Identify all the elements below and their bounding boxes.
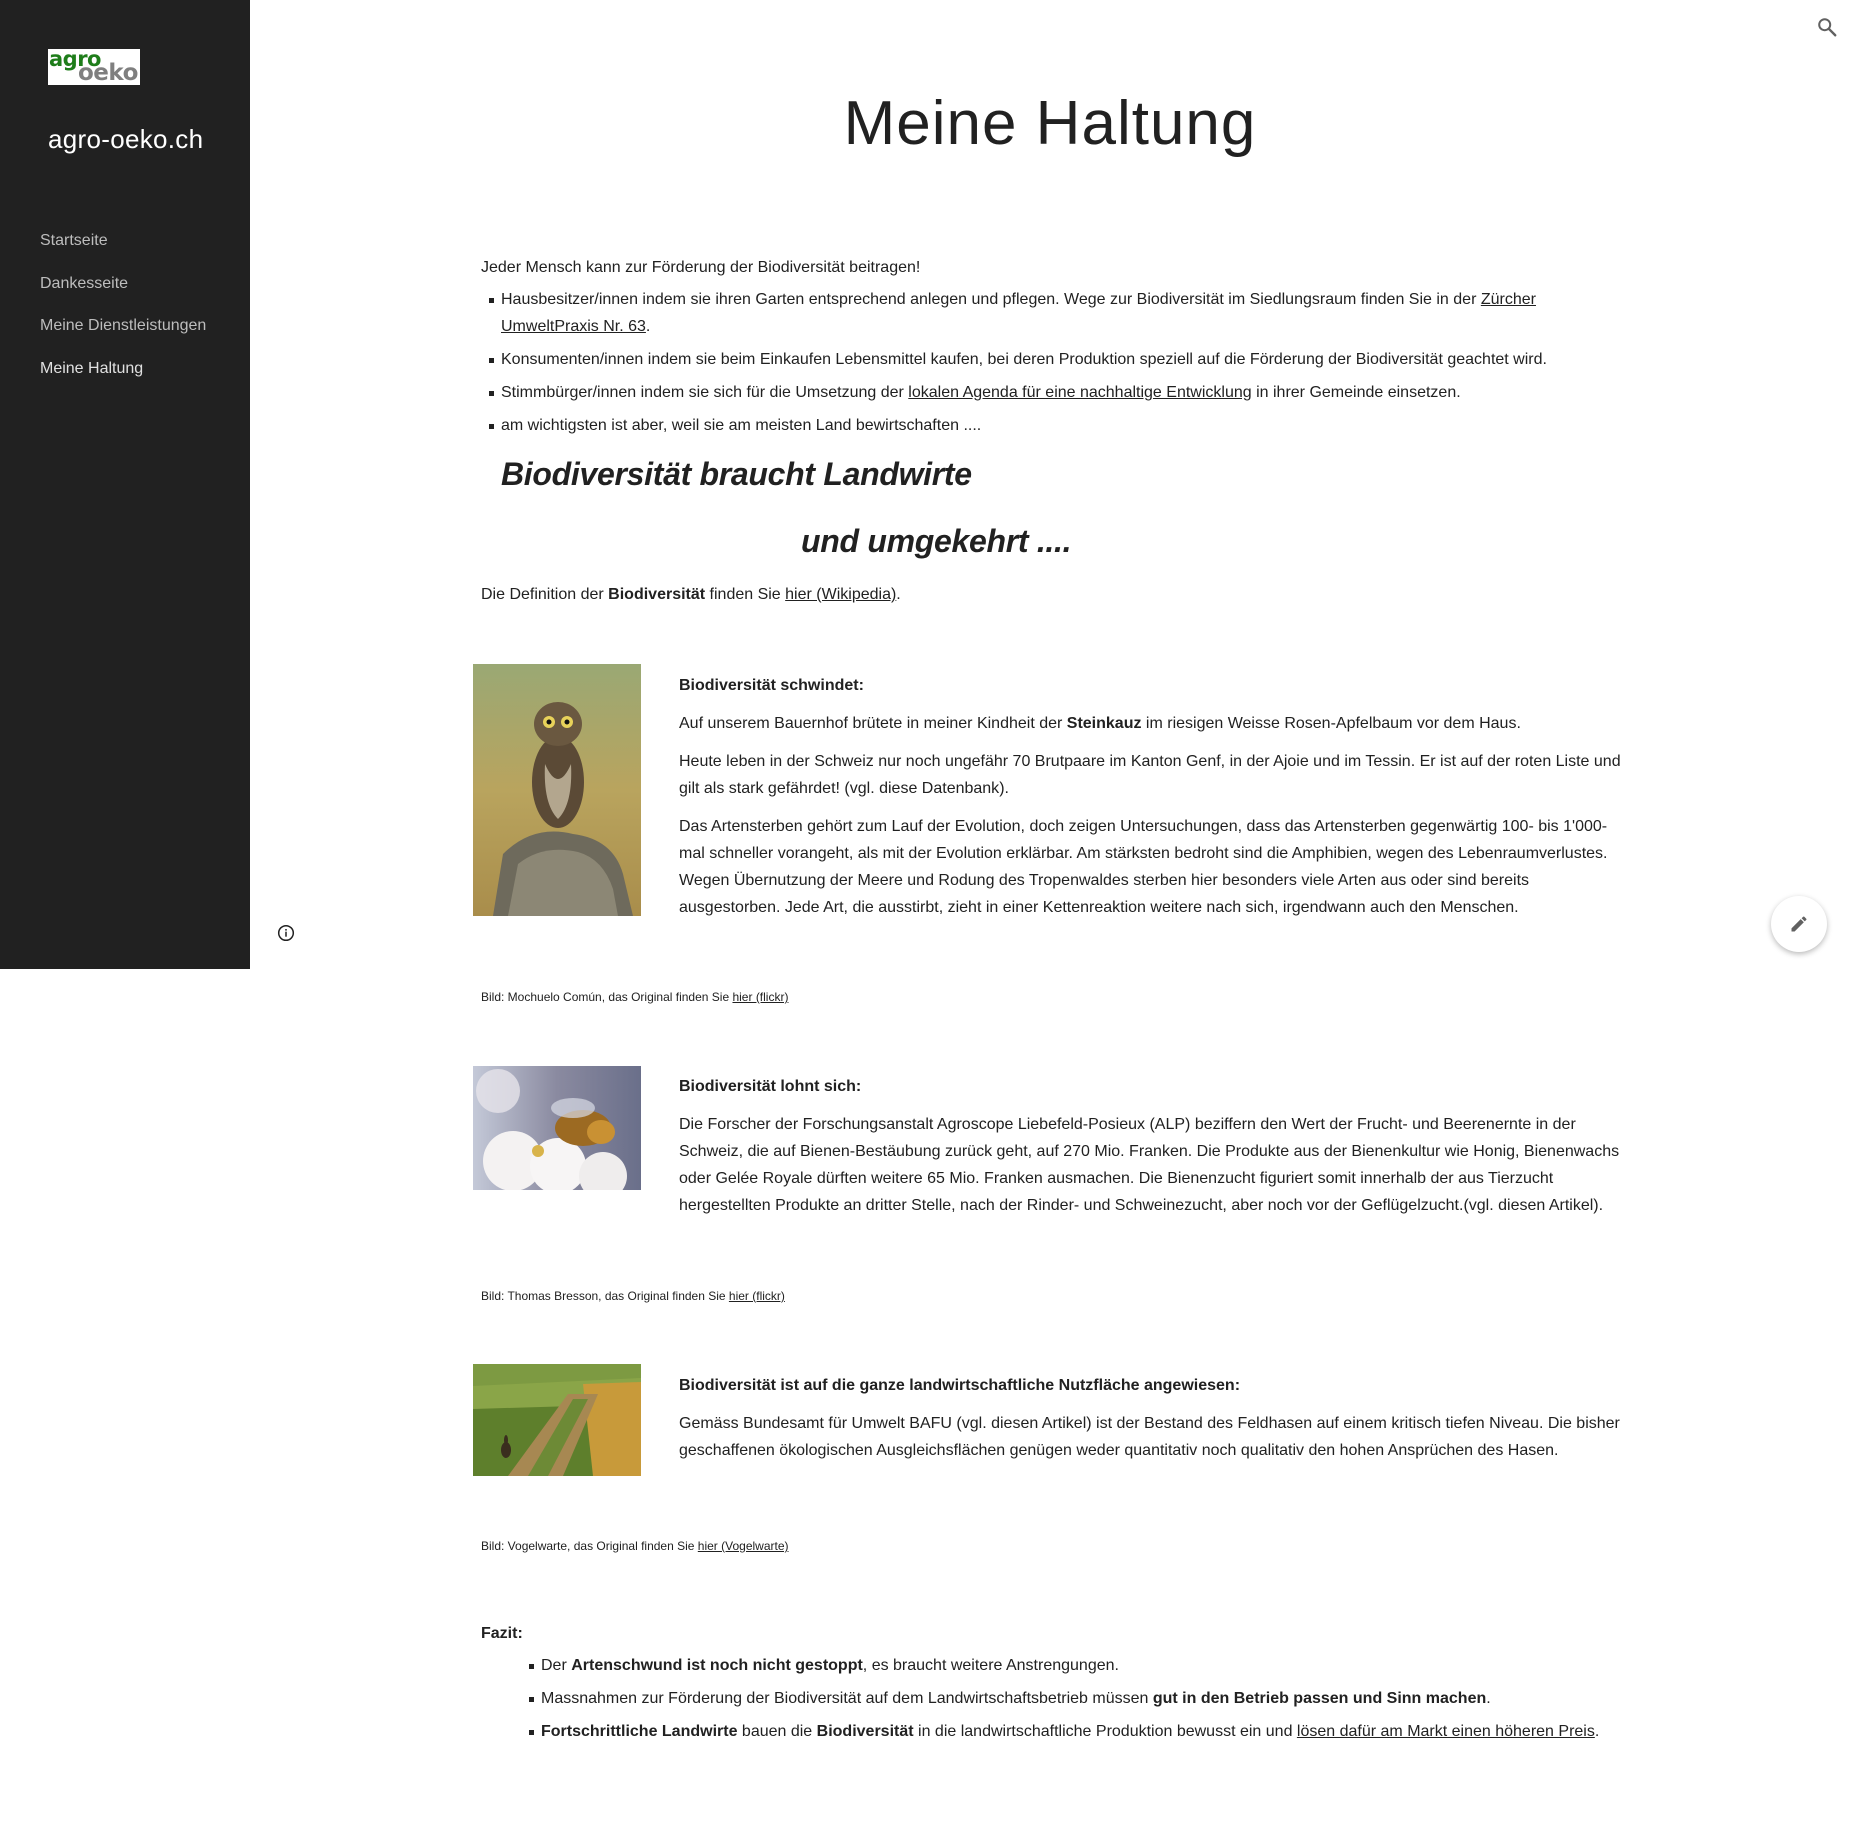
evolution-link[interactable]: Evolution (954, 818, 1021, 835)
search-icon[interactable] (1816, 16, 1838, 38)
nav-item-startseite[interactable]: Startseite (40, 232, 108, 249)
section-heading: Biodiversität schwindet: (679, 677, 864, 694)
field-photo (473, 1364, 641, 1476)
section-schwindet (679, 672, 1621, 932)
section-heading: Biodiversität ist auf die ganze landwirtschaftliche Nutzfläche angewiesen: (679, 1377, 1241, 1394)
bee-photo (473, 1066, 641, 1190)
section-heading: Biodiversität lohnt sich: (679, 1078, 862, 1095)
lokale-agenda-link[interactable]: lokalen Agenda für eine nachhaltige Entwicklung (908, 384, 1252, 401)
headline-biodiversitaet: Biodiversität braucht Landwirte (501, 456, 972, 492)
paragraph: Das Artensterben gehört zum Lauf der Evolution, doch zeigen Untersuchungen, dass das Artensterben gegenwärtig 100- bis 1'000-mal schneller vorangeht, als mit der Evolution erklärbar. Am stärksten bedroht sind die Amphibien, wegen des Lebenraumverlustes. Wegen Übernutzung der Meere und Rodung des Tropenwaldes sterben hier besonders viele Arten aus oder sind bereits ausgestorben. Jede Art, die ausstirbt, zieht in einer Kettenreaktion weitere nach sich, irgendwann auch den Menschen. (679, 818, 1608, 916)
sidebar-nav (40, 227, 206, 397)
edit-button[interactable] (1771, 896, 1827, 952)
owl-photo (473, 664, 641, 916)
image-caption: Bild: Thomas Bresson, das Original finden Sie hier (flickr) (481, 1289, 785, 1303)
intro-section (481, 254, 1621, 445)
paragraph: Heute leben in der Schweiz nur noch ungefähr 70 Brutpaare im Kanton Genf, in der Ajoie und im Tessin. Er ist auf der roten Liste und gilt als stark gefährdet! (vgl. diese Datenbank). (679, 753, 1621, 797)
hoeherer-preis-link[interactable]: lösen dafür am Markt einen höheren Preis (1296, 1723, 1595, 1740)
artikel-link[interactable]: diesen Artikel (1498, 1197, 1594, 1214)
list-item: Der Artenschwund ist noch nicht gestoppt, es braucht weitere Anstrengungen. (541, 1652, 1621, 1679)
nav-item-meine-dienstleistungen[interactable]: Meine Dienstleistungen (40, 317, 207, 334)
sidebar (0, 0, 250, 969)
flickr-link[interactable]: hier (flickr) (732, 990, 789, 1004)
section-nutzflaeche (679, 1372, 1621, 1475)
site-title[interactable]: agro-oeko.ch (48, 124, 204, 154)
fazit-section (481, 1620, 1621, 1751)
intro-lead: Jeder Mensch kann zur Förderung der Biodiversität beitragen! (481, 259, 921, 276)
bafu-artikel-link[interactable]: diesen Artikel (991, 1415, 1087, 1432)
vogelwarte-link[interactable]: hier (Vogelwarte) (697, 1539, 789, 1553)
nav-item-meine-haltung[interactable]: Meine Haltung (40, 359, 144, 377)
flickr-link[interactable]: hier (flickr) (728, 1289, 785, 1303)
definition-line: Die Definition der Biodiversität finden Sie hier (Wikipedia). (481, 586, 901, 603)
page-title: Meine Haltung (843, 89, 1257, 158)
image-caption: Bild: Mochuelo Común, das Original finden Sie hier (flickr) (481, 990, 789, 1004)
list-item: Hausbesitzer/innen indem sie ihren Garten entsprechend anlegen und pflegen. Wege zur Biodiversität im Siedlungsraum finden Sie in der Zürcher UmweltPraxis Nr. 63. (481, 286, 1621, 340)
datenbank-link[interactable]: diese Datenbank (879, 780, 1000, 797)
list-item: Stimmbürger/innen indem sie sich für die Umsetzung der lokalen Agenda für eine nachhaltige Entwicklung in ihrer Gemeinde einsetzen. (481, 379, 1621, 406)
fazit-list (481, 1652, 1621, 1745)
list-item: Konsumenten/innen indem sie beim Einkaufen Lebensmittel kaufen, bei deren Produktion speziell auf die Förderung der Biodiversität geachtet wird. (481, 346, 1621, 373)
site-logo[interactable]: agro oeko (48, 49, 140, 85)
info-icon[interactable] (277, 924, 295, 942)
pencil-icon (1789, 914, 1809, 934)
paragraph: Auf unserem Bauernhof brütete in meiner Kindheit der Steinkauz im riesigen Weisse Rosen-Apfelbaum vor dem Haus. (679, 715, 1521, 732)
image-caption: Bild: Vogelwarte, das Original finden Sie hier (Vogelwarte) (481, 1539, 789, 1553)
list-item: am wichtigsten ist aber, weil sie am meisten Land bewirtschaften .... (481, 412, 1621, 439)
nav-item-dankesseite[interactable]: Dankesseite (40, 274, 129, 292)
wikipedia-link[interactable]: hier (Wikipedia) (785, 586, 897, 603)
zuercher-umweltpraxis-link[interactable]: Zürcher UmweltPraxis Nr. 63 (501, 291, 1536, 335)
intro-list (481, 286, 1621, 439)
paragraph: Die Forscher der Forschungsanstalt Agroscope Liebefeld-Posieux (ALP) beziffern den Wert der Frucht- und Beerenernte in der Schweiz, die auf Bienen-Bestäubung zurück geht, auf 270 Mio. Franken. Die Produkte aus der Bienenkultur wie Honig, Bienenwachs oder Gelée Royale dürften weitere 65 Mio. Franken ausmachen. Die Bienenzucht figuriert somit innerhalb der aus Tierzucht hergestellten Produkte an dritter Stelle, nach der Rinder- und Schweinezucht, aber noch vor der Geflügelzucht.(vgl. diesen Artikel). (679, 1116, 1620, 1214)
list-item: Fortschrittliche Landwirte bauen die Biodiversität in die landwirtschaftliche Produktion bewusst ein und lösen dafür am Markt einen höheren Preis. (541, 1718, 1621, 1745)
paragraph: Gemäss Bundesamt für Umwelt BAFU (vgl. diesen Artikel) ist der Bestand des Feldhasen auf einem kritisch tiefen Niveau. Die bisher geschaffenen ökologischen Ausgleichsflächen genügen weder quantitativ noch qualitativ den hohen Ansprüchen des Hasen. (679, 1415, 1620, 1459)
list-item: Massnahmen zur Förderung der Biodiversität auf dem Landwirtschaftsbetrieb müssen gut in den Betrieb passen und Sinn machen. (541, 1685, 1621, 1712)
headline-umgekehrt: und umgekehrt .... (801, 523, 1072, 559)
fazit-heading: Fazit: (481, 1625, 523, 1642)
section-lohnt-sich (679, 1073, 1621, 1230)
